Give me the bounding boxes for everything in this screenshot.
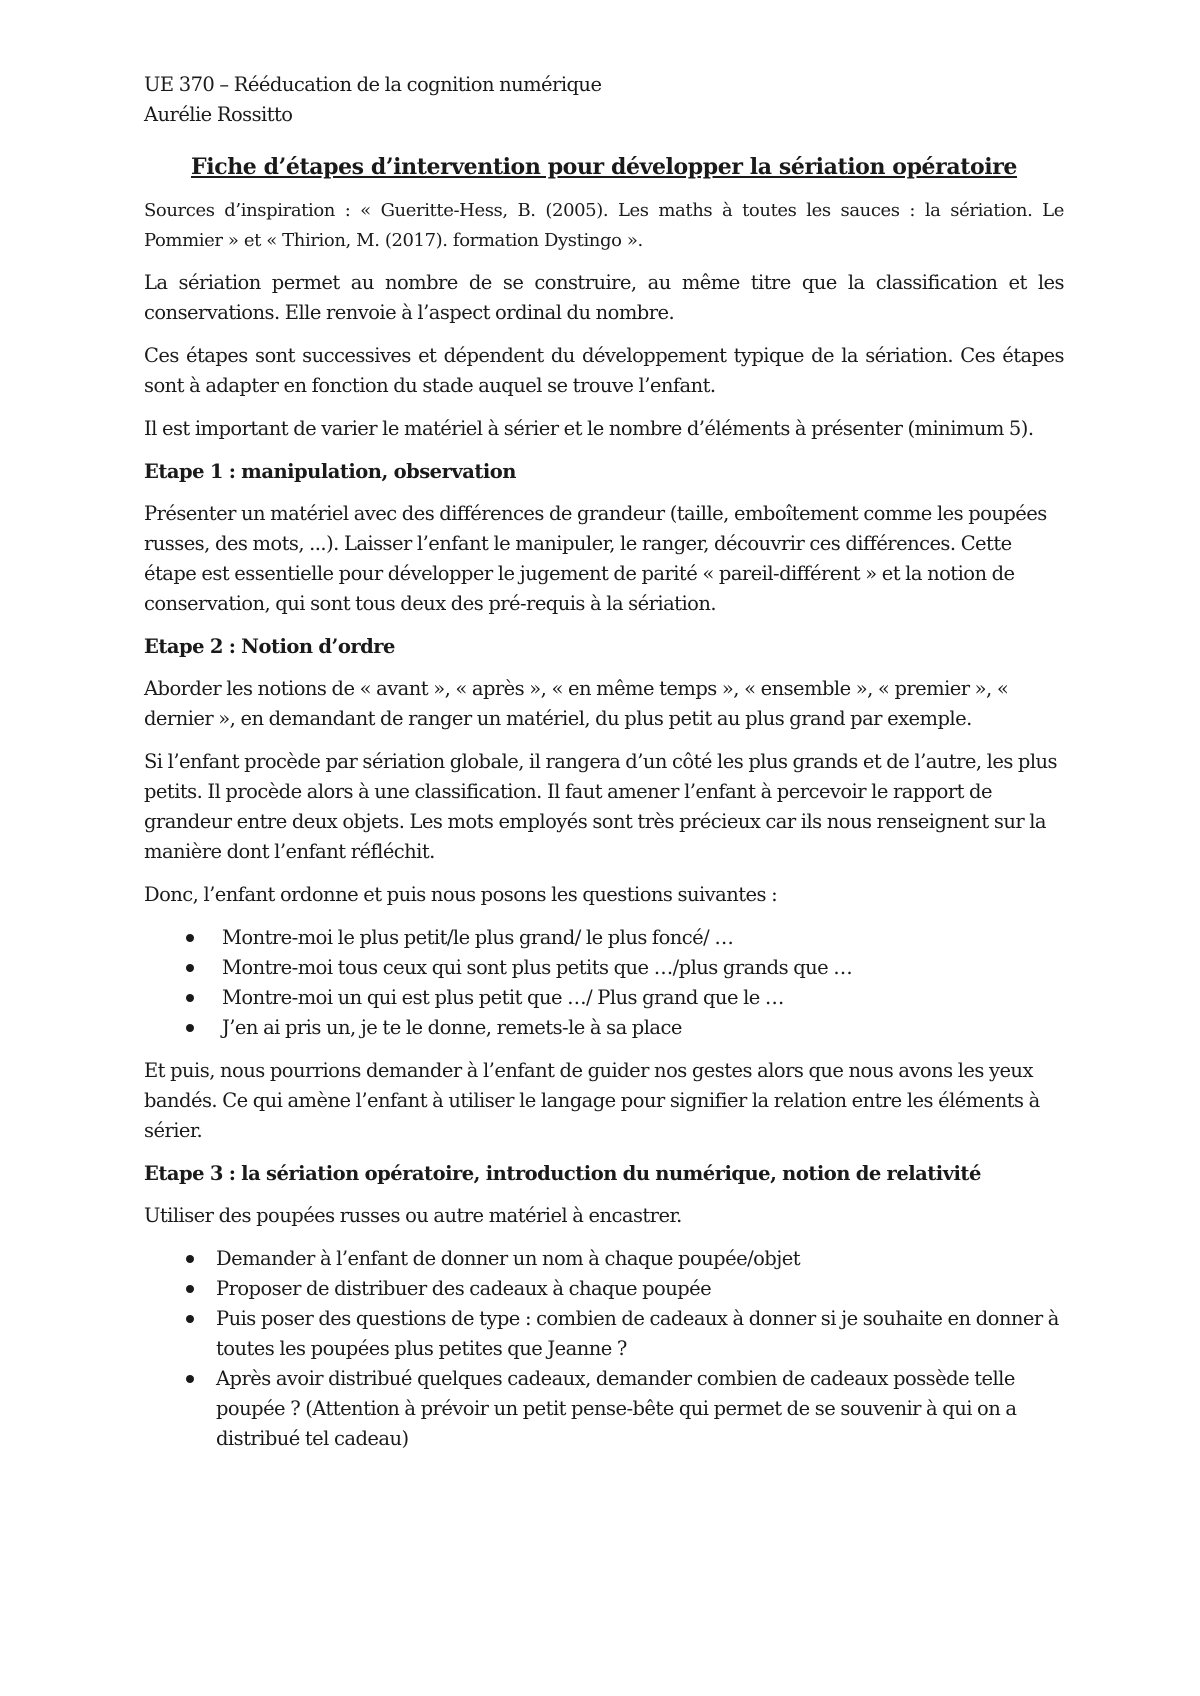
bullet-icon [186,934,194,942]
list-item-text: Après avoir distribué quelques cadeaux, demander combien de cadeaux possède telle poupée ? (Attention à prévoir un petit pense-bête qui permet de se souvenir à qui on a distribué tel cadeau) [216,1367,1017,1450]
list-item [144,923,1064,953]
step-2-heading: Etape 2 : Notion d’ordre [144,635,395,658]
bullet-icon [186,1375,194,1383]
bullet-icon [186,1285,194,1293]
intro-paragraph-2: Ces étapes sont successives et dépendent du développement typique de la sériation. Ces étapes sont à adapter en fonction du stade auquel se trouve l’enfant. [144,344,1064,397]
author-name: Aurélie Rossitto [144,103,293,126]
list-item-text: Demander à l’enfant de donner un nom à chaque poupée/objet [216,1247,800,1270]
list-item [144,983,1064,1013]
list-item [144,1274,1064,1304]
intro-paragraph-1: La sériation permet au nombre de se construire, au même titre que la classification et les conservations. Elle renvoie à l’aspect ordinal du nombre. [144,271,1064,324]
list-item-text: J’en ai pris un, je te le donne, remets-le à sa place [222,1016,682,1039]
list-item [144,1244,1064,1274]
document-title: Fiche d’étapes d’intervention pour développer la sériation opératoire [191,154,1017,180]
list-item-text: Proposer de distribuer des cadeaux à chaque poupée [216,1277,712,1300]
step-2-paragraph-3: Donc, l’enfant ordonne et puis nous posons les questions suivantes : [144,883,778,906]
intro-paragraph-3: Il est important de varier le matériel à sérier et le nombre d’éléments à présenter (minimum 5). [144,417,1034,440]
step-1-paragraph: Présenter un matériel avec des différences de grandeur (taille, emboîtement comme les poupées russes, des mots, ...). Laisser l’enfant le manipuler, le ranger, découvrir ces différences. Cette étape est essentielle pour développer le jugement de parité « pareil-différent » et la notion de conservation, qui sont tous deux des pré-requis à la sériation. [144,502,1047,615]
step-1-heading: Etape 1 : manipulation, observation [144,460,516,483]
step-2-paragraph-4: Et puis, nous pourrions demander à l’enfant de guider nos gestes alors que nous avons les yeux bandés. Ce qui amène l’enfant à utiliser le langage pour signifier la relation entre les éléments à sérier. [144,1059,1040,1142]
step-2-paragraph-1: Aborder les notions de « avant », « après », « en même temps », « ensemble », « premier », « dernier », en demandant de ranger un matériel, du plus petit au plus grand par exemple. [144,677,1009,730]
bullet-icon [186,1255,194,1263]
bullet-icon [186,1315,194,1323]
step-3-instruction-list [144,1244,1064,1454]
course-code-line: UE 370 – Rééducation de la cognition numérique [144,73,602,96]
bullet-icon [186,1024,194,1032]
step-3-heading: Etape 3 : la sériation opératoire, introduction du numérique, notion de relativité [144,1162,981,1185]
document-body [144,70,1064,1467]
list-item-text: Montre-moi un qui est plus petit que …/ Plus grand que le … [222,986,784,1009]
list-item [144,953,1064,983]
sources-paragraph: Sources d’inspiration : « Gueritte-Hess, B. (2005). Les maths à toutes les sauces : la sériation. Le Pommier » et « Thirion, M. (2017). formation Dystingo ». [144,200,1064,251]
list-item-text: Montre-moi tous ceux qui sont plus petits que …/plus grands que … [222,956,853,979]
list-item-text: Puis poser des questions de type : combien de cadeaux à donner si je souhaite en donner à toutes les poupées plus petites que Jeanne ? [216,1307,1059,1360]
step-2-question-list [144,923,1064,1043]
list-item [144,1304,1064,1364]
bullet-icon [186,994,194,1002]
step-2-paragraph-2: Si l’enfant procède par sériation globale, il rangera d’un côté les plus grands et de l’autre, les plus petits. Il procède alors à une classification. Il faut amener l’enfant à percevoir le rapport de grandeur entre deux objets. Les mots employés sont très précieux car ils nous renseignent sur la manière dont l’enfant réfléchit. [144,750,1058,863]
list-item [144,1364,1064,1454]
list-item-text: Montre-moi le plus petit/le plus grand/ le plus foncé/ … [222,926,734,949]
bullet-icon [186,964,194,972]
list-item [144,1013,1064,1043]
step-3-paragraph-1: Utiliser des poupées russes ou autre matériel à encastrer. [144,1204,682,1227]
